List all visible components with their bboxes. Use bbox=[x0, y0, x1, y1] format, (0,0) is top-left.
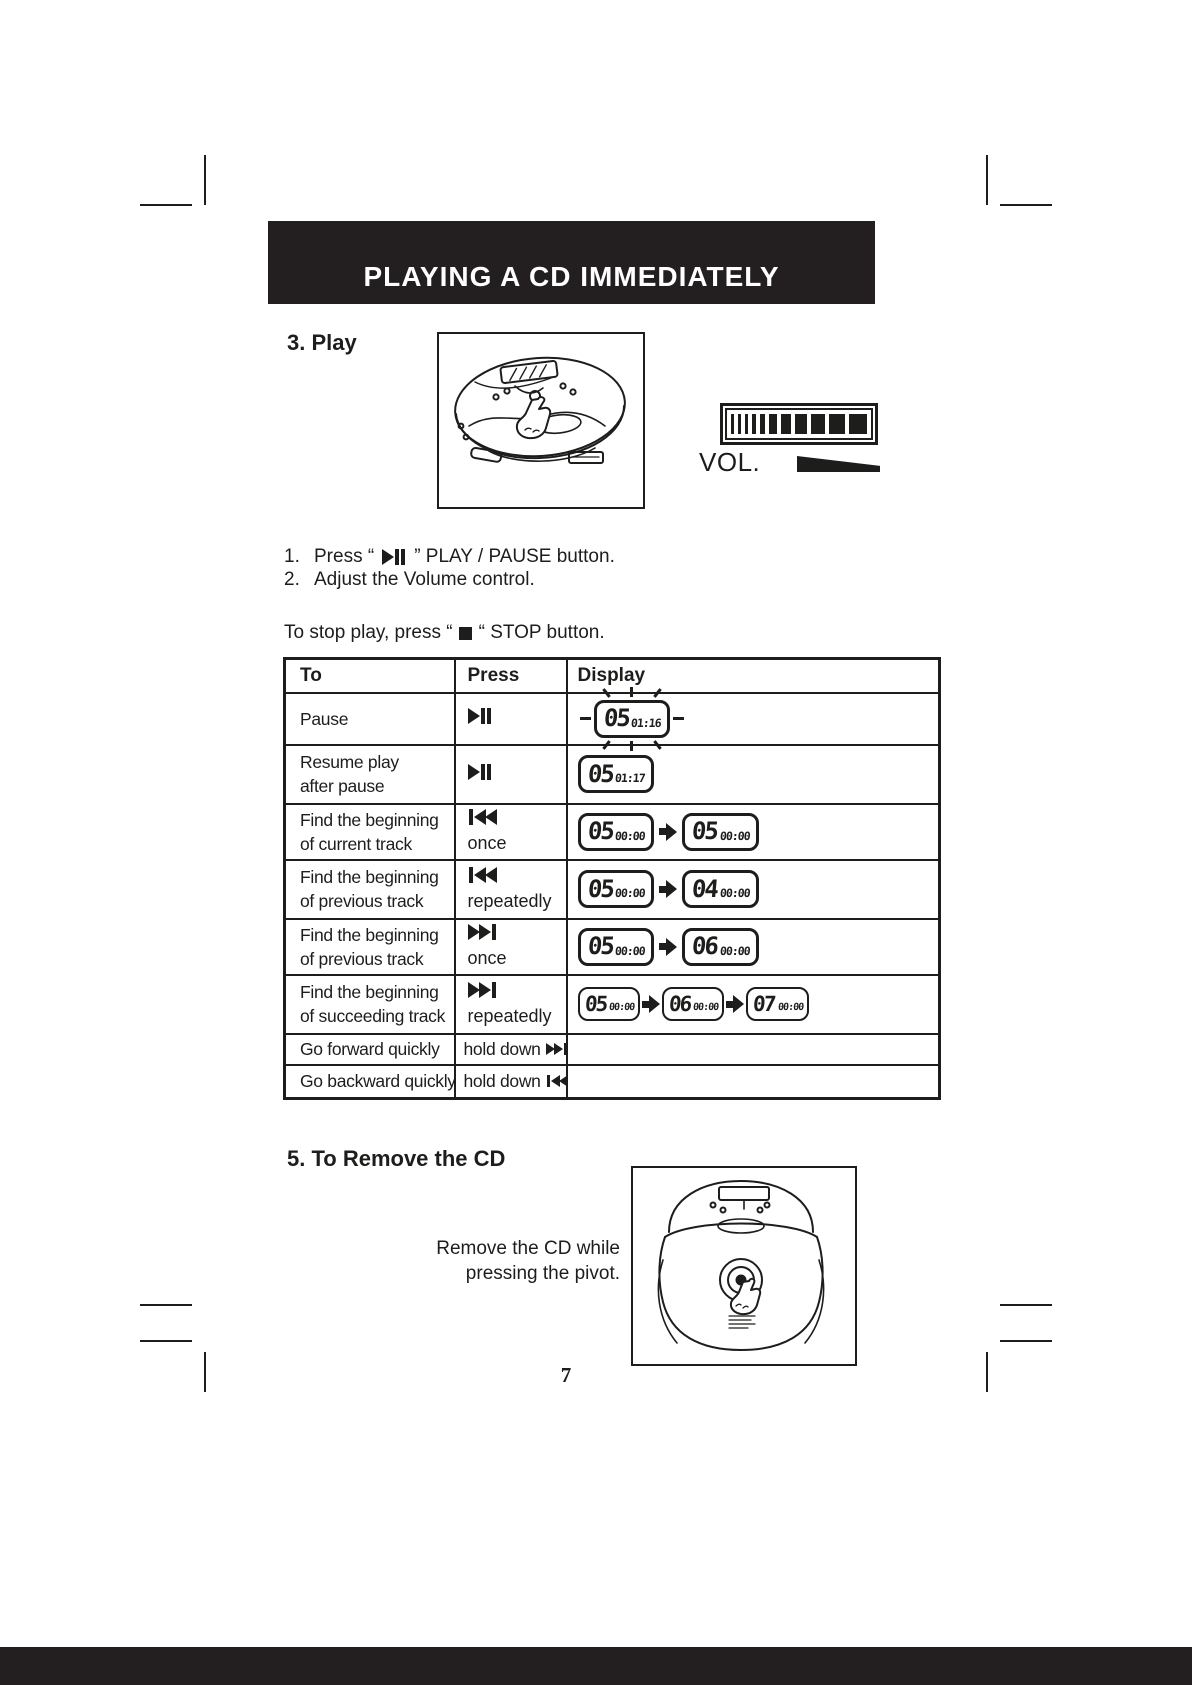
lcd-display bbox=[746, 987, 808, 1021]
press-word: once bbox=[467, 948, 507, 968]
table-row bbox=[285, 804, 940, 860]
press-word: repeatedly bbox=[467, 1005, 552, 1026]
crop-mark bbox=[986, 1352, 988, 1392]
remove-caption-line2: pressing the pivot. bbox=[465, 1263, 620, 1284]
remove-caption-line1: Remove the CD while bbox=[436, 1238, 620, 1259]
lcd-track: 05 bbox=[586, 759, 614, 788]
to-label: Find the beginning bbox=[300, 867, 439, 887]
lcd-time: 00:00 bbox=[719, 886, 751, 900]
table-header-row bbox=[285, 659, 940, 693]
flash-tick bbox=[630, 687, 633, 697]
press-word: repeatedly bbox=[467, 890, 552, 911]
remove-cd-illustration-frame bbox=[631, 1166, 857, 1366]
flash-tick bbox=[630, 741, 633, 751]
step-2-number: 2. bbox=[284, 569, 300, 590]
skip-back-icon bbox=[468, 867, 497, 883]
to-label: after pause bbox=[300, 776, 385, 796]
arrow-right-icon bbox=[659, 938, 677, 956]
remove-cd-illustration bbox=[633, 1168, 851, 1360]
step-2 bbox=[284, 567, 535, 593]
lcd-time: 00:00 bbox=[614, 828, 646, 843]
volume-wedge-icon bbox=[797, 456, 880, 472]
step-1-number: 1. bbox=[284, 546, 300, 567]
to-label: Go forward quickly bbox=[300, 1039, 440, 1059]
col-header-to: To bbox=[285, 659, 455, 693]
press-prefix: hold down bbox=[463, 1038, 541, 1059]
to-label: of previous track bbox=[300, 891, 424, 911]
play-pause-icon bbox=[468, 708, 492, 724]
arrow-right-icon bbox=[659, 880, 677, 898]
play-pause-icon bbox=[382, 549, 406, 565]
play-pause-icon bbox=[468, 764, 492, 780]
crop-mark bbox=[1000, 204, 1052, 206]
stop-text-after: “ STOP button. bbox=[478, 622, 605, 643]
table-row bbox=[285, 1065, 940, 1099]
lcd-track: 06 bbox=[667, 991, 692, 1016]
arrow-right-icon bbox=[726, 995, 744, 1013]
to-label: Resume play bbox=[300, 752, 399, 772]
lcd-track: 04 bbox=[690, 874, 719, 903]
lcd-time: 00:00 bbox=[777, 1002, 804, 1013]
flash-dash bbox=[673, 717, 684, 720]
lcd-display bbox=[682, 813, 759, 851]
pressing-hand-icon bbox=[731, 1279, 760, 1314]
skip-back-icon bbox=[468, 809, 497, 825]
lcd-track: 05 bbox=[602, 704, 630, 732]
to-label: Pause bbox=[300, 708, 349, 729]
lcd-time: 00:00 bbox=[719, 943, 751, 958]
skip-forward-icon bbox=[546, 1043, 568, 1055]
skip-forward-icon bbox=[468, 924, 497, 940]
lcd-display bbox=[578, 870, 655, 908]
section-header-bar bbox=[268, 221, 875, 304]
to-label: Find the beginning bbox=[300, 924, 439, 945]
stop-instruction bbox=[284, 620, 605, 646]
lcd-display bbox=[682, 870, 759, 908]
skip-forward-icon bbox=[468, 982, 497, 998]
lcd-display bbox=[578, 755, 655, 793]
lcd-track: 06 bbox=[690, 932, 719, 960]
lcd-time: 00:00 bbox=[614, 886, 646, 900]
table-row bbox=[285, 1034, 940, 1065]
lcd-display bbox=[594, 700, 671, 738]
step-2-text: Adjust the Volume control. bbox=[314, 569, 535, 590]
step-1-text-after: ” PLAY / PAUSE button. bbox=[414, 546, 615, 567]
lcd-track: 05 bbox=[586, 817, 614, 845]
crop-mark bbox=[204, 155, 206, 205]
lcd-time: 00:00 bbox=[614, 943, 646, 958]
table-row bbox=[285, 860, 940, 919]
play-heading: 3. Play bbox=[287, 330, 357, 355]
lcd-display bbox=[578, 813, 655, 851]
crop-mark bbox=[140, 204, 192, 206]
flashing-display bbox=[594, 700, 671, 738]
crop-mark bbox=[204, 1352, 206, 1392]
skip-back-icon bbox=[546, 1075, 568, 1087]
lcd-track: 05 bbox=[583, 991, 607, 1016]
crop-mark bbox=[986, 155, 988, 205]
lcd-time: 01:17 bbox=[614, 771, 646, 785]
lcd-display bbox=[578, 928, 655, 966]
volume-meter-bars bbox=[725, 408, 873, 440]
to-label: of previous track bbox=[300, 948, 424, 969]
controls-table bbox=[283, 657, 941, 1100]
arrow-right-icon bbox=[659, 823, 677, 841]
col-header-press: Press bbox=[455, 659, 567, 693]
press-word: once bbox=[467, 833, 507, 853]
crop-mark bbox=[140, 1340, 192, 1342]
lcd-track: 05 bbox=[690, 817, 719, 845]
remove-heading: 5. To Remove the CD bbox=[287, 1146, 506, 1171]
lcd-time: 00:00 bbox=[692, 1002, 719, 1013]
lcd-time: 00:00 bbox=[719, 828, 751, 843]
table-row bbox=[285, 745, 940, 804]
to-label: Go backward quickly bbox=[300, 1071, 456, 1092]
volume-label: VOL. bbox=[699, 447, 761, 477]
remove-caption bbox=[370, 1236, 620, 1286]
to-label: of succeeding track bbox=[300, 1006, 446, 1026]
stop-text-before: To stop play, press “ bbox=[284, 622, 453, 643]
press-prefix: hold down bbox=[463, 1070, 541, 1091]
table-row bbox=[285, 919, 940, 975]
lcd-time: 01:16 bbox=[630, 715, 662, 730]
lcd-track: 05 bbox=[586, 932, 614, 960]
col-header-display: Display bbox=[567, 659, 940, 693]
lcd-track: 07 bbox=[752, 991, 776, 1016]
page-number: 7 bbox=[560, 1363, 572, 1387]
table-row bbox=[285, 693, 940, 745]
to-label: Find the beginning bbox=[300, 982, 439, 1002]
table-row bbox=[285, 975, 940, 1034]
arrow-right-icon bbox=[642, 995, 660, 1013]
to-label: Find the beginning bbox=[300, 809, 439, 830]
cd-player-press-play-illustration bbox=[439, 334, 639, 503]
lcd-display bbox=[662, 987, 724, 1021]
lcd-display bbox=[578, 987, 640, 1021]
lcd-display bbox=[682, 928, 759, 966]
flash-dash bbox=[580, 717, 591, 720]
cd-player-illustration-frame bbox=[437, 332, 645, 509]
page-title: PLAYING A CD IMMEDIATELY bbox=[363, 261, 780, 292]
crop-mark bbox=[1000, 1340, 1052, 1342]
stop-icon bbox=[459, 627, 472, 640]
step-1-text-before: Press “ bbox=[314, 546, 375, 567]
crop-mark bbox=[1000, 1304, 1052, 1306]
lcd-track: 05 bbox=[586, 874, 614, 903]
to-label: of current track bbox=[300, 833, 412, 854]
volume-level-meter bbox=[720, 403, 878, 445]
lcd-time: 00:00 bbox=[608, 1002, 635, 1013]
bottom-print-bar bbox=[0, 1647, 1192, 1685]
crop-mark bbox=[140, 1304, 192, 1306]
